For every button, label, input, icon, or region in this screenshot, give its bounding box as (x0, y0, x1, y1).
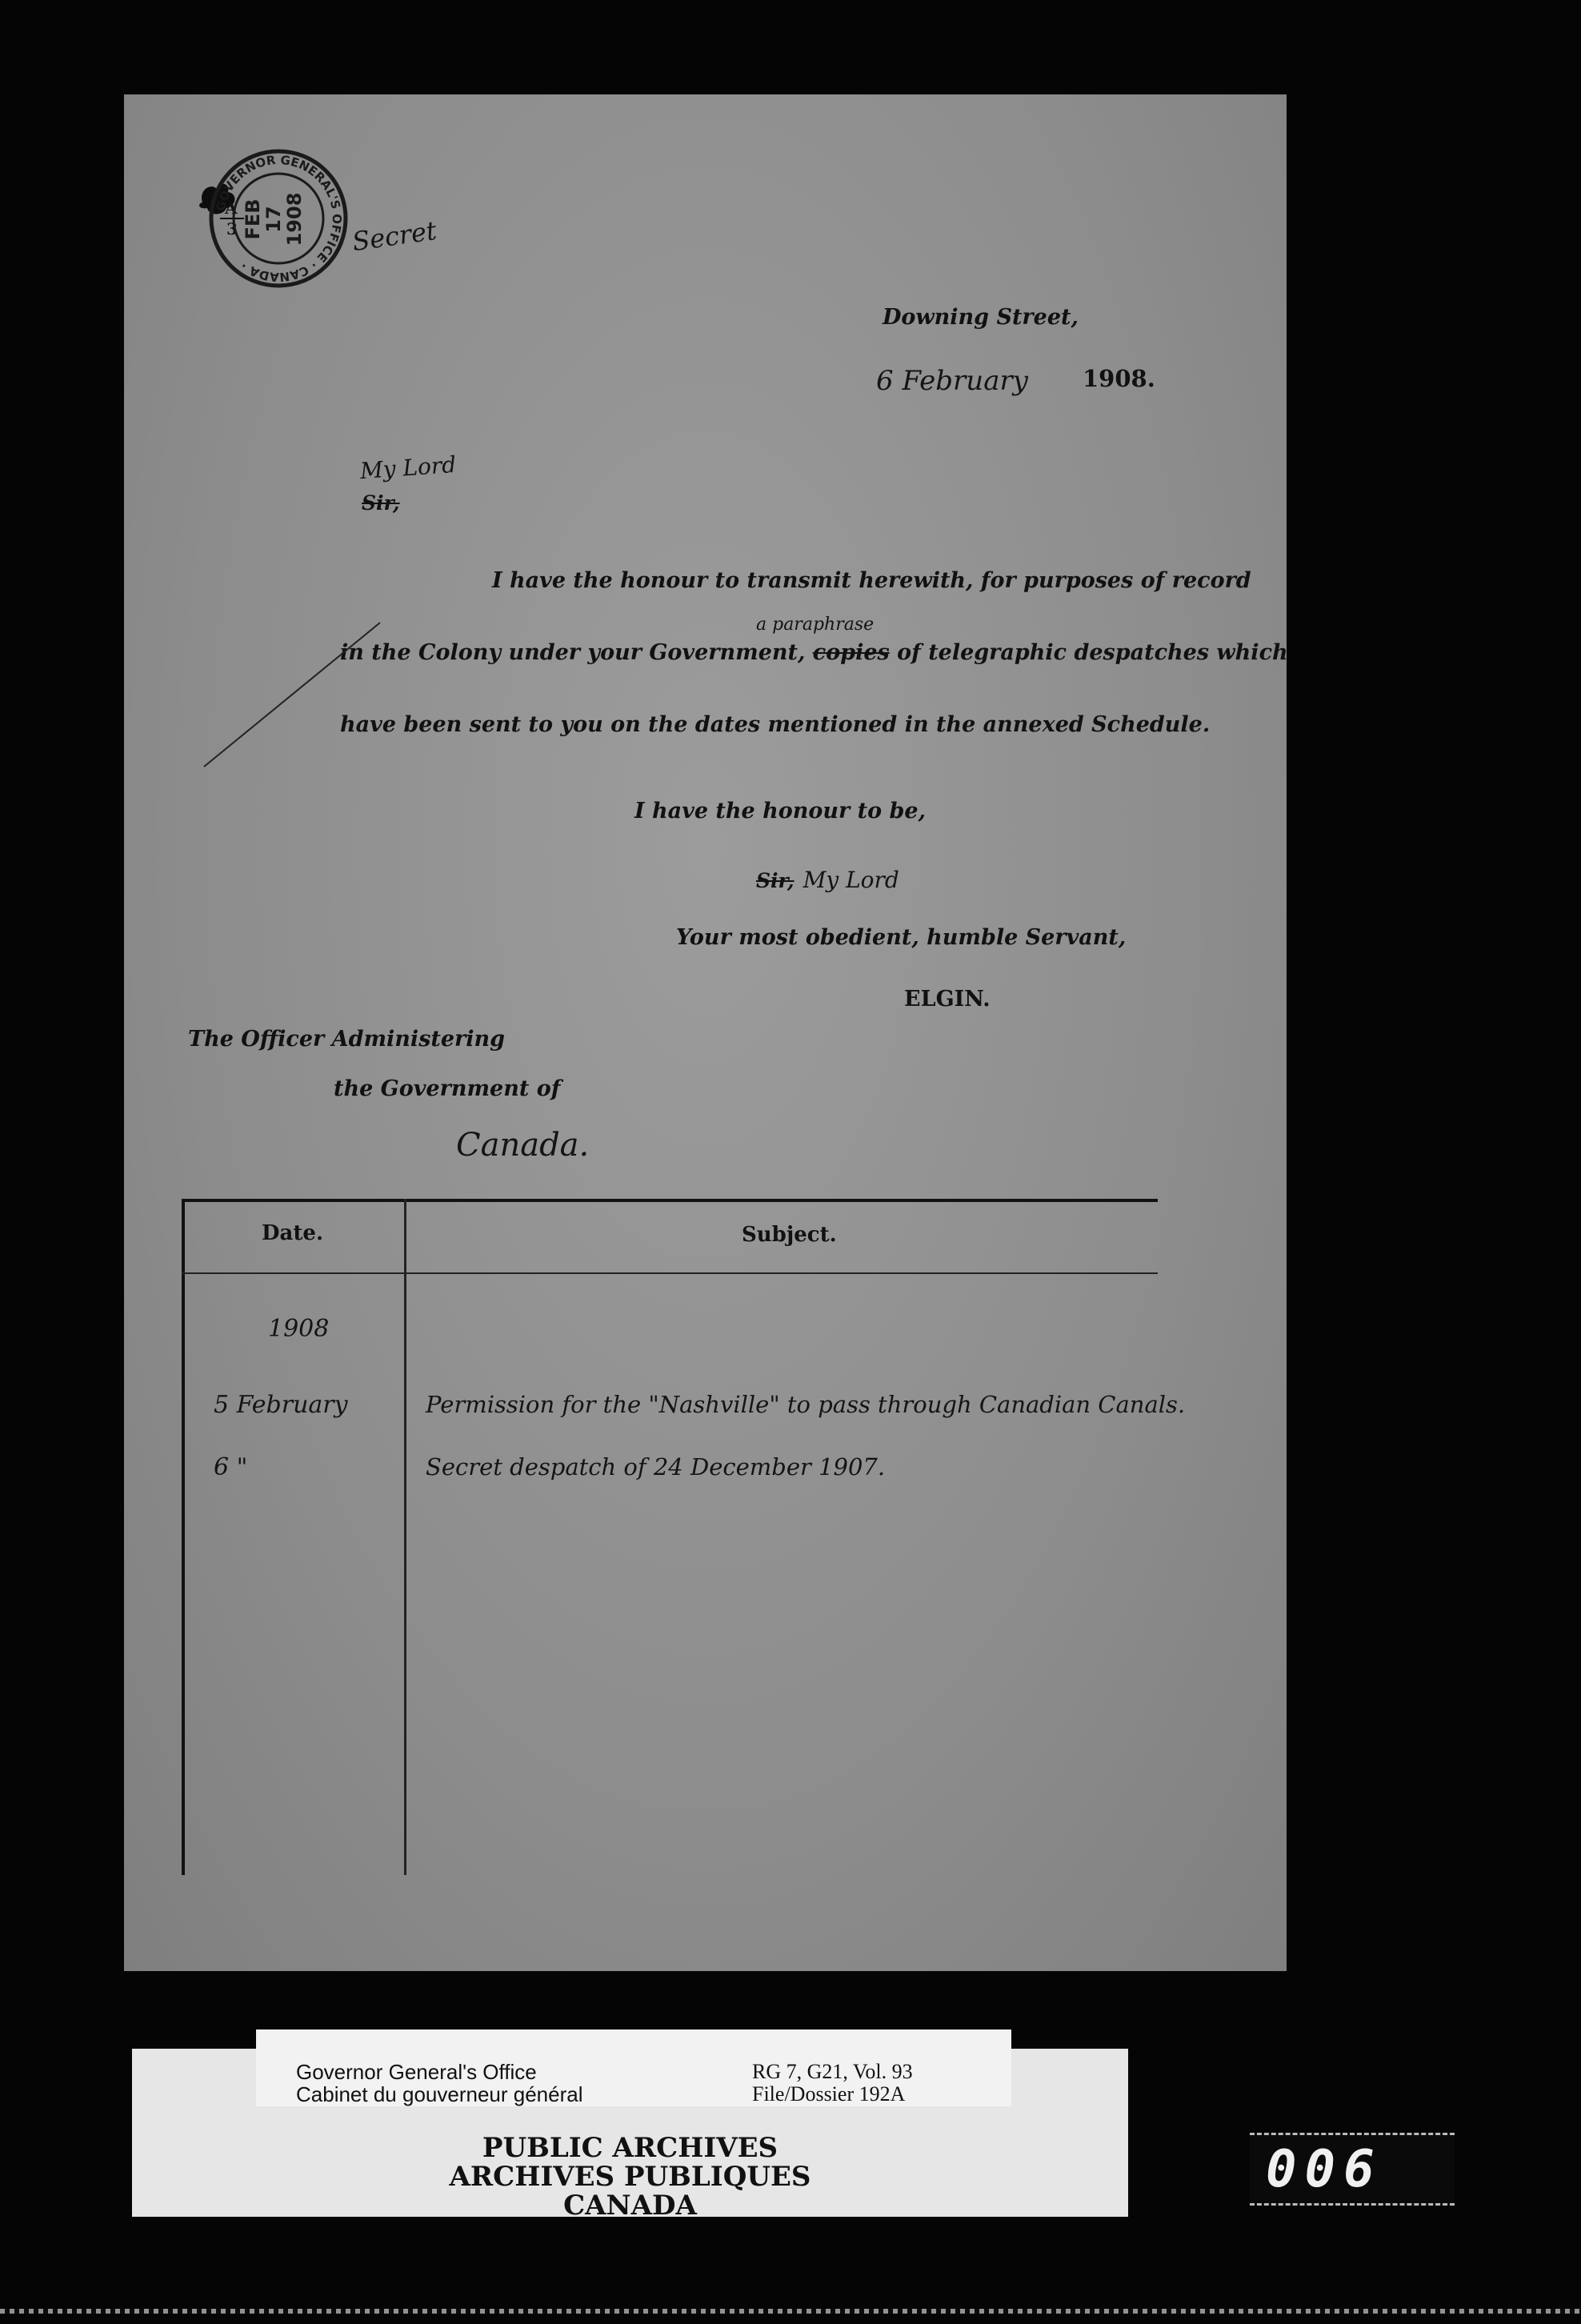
office-name-en: Governor General's Office (296, 2060, 537, 2084)
body-line-2 (340, 640, 1288, 665)
salutation-handwritten: My Lord (358, 451, 458, 485)
column-header-date: Date. (262, 1221, 323, 1245)
document-sheet (124, 94, 1287, 1971)
recipient-line-2: the Government of (334, 1076, 561, 1101)
table-header-rule (182, 1272, 1158, 1274)
body-line-3: have been sent to you on the dates mentioned in the annexed Schedule. (340, 712, 1211, 737)
schedule-row-1-date: 5 February (214, 1391, 348, 1419)
film-edge-strip (0, 2309, 1581, 2314)
schedule-row-2-date: 6 " (214, 1453, 248, 1481)
stamp-day: 17 (262, 206, 285, 233)
svg-text:GOVERNOR GENERAL'S OFFICE · CA: GOVERNOR GENERAL'S OFFICE · CANADA · (213, 152, 345, 285)
closing-line-3: Your most obedient, humble Servant, (676, 925, 1127, 950)
closing-line-2 (756, 867, 899, 893)
stamp-date (242, 189, 314, 250)
schedule-row-2-subject: Secret despatch of 24 December 1907. (426, 1453, 886, 1481)
body-struck-word: copies (812, 640, 890, 665)
table-column-rule (404, 1199, 406, 1875)
table-top-rule (182, 1199, 1158, 1202)
body-line-2-start: in the Colony under your Government, (340, 640, 806, 665)
body-line-1: I have the honour to transmit herewith, for purposes of record (492, 568, 1251, 593)
schedule-row-1-subject: Permission for the "Nashville" to pass through Canadian Canals. (426, 1391, 1186, 1418)
archive-title-en: PUBLIC ARCHIVES (482, 2132, 778, 2164)
address-date-handwritten: 6 February (876, 365, 1028, 397)
schedule-year: 1908 (268, 1315, 330, 1343)
stamp-month: FEB (242, 198, 264, 240)
closing-line-1: I have the honour to be, (634, 799, 926, 823)
body-line-2-end: of telegraphic despatches which (897, 640, 1288, 665)
recipient-line-1: The Officer Administering (188, 1027, 506, 1052)
recipient-handwritten: Canada. (456, 1127, 590, 1164)
received-stamp (206, 146, 350, 290)
secret-annotation: Secret (350, 214, 439, 258)
schedule-table (182, 1199, 1186, 1875)
office-name-fr: Cabinet du gouverneur général (296, 2082, 583, 2106)
column-header-subject: Subject. (742, 1223, 837, 1247)
signature: ELGIN. (904, 987, 991, 1012)
closing-handwritten: My Lord (803, 867, 899, 893)
reference-number: 3 (226, 219, 238, 238)
table-left-rule (182, 1199, 185, 1875)
address-year: 1908. (1083, 365, 1155, 392)
frame-number: 006 (1266, 2140, 1383, 2199)
margin-stroke (196, 615, 388, 775)
frame-counter (1250, 2133, 1455, 2206)
reference-letter: A (225, 198, 238, 218)
archive-title-country: CANADA (563, 2190, 697, 2222)
salutation-struck: Sir, (362, 491, 400, 515)
closing-struck: Sir, (756, 869, 795, 892)
address-place: Downing Street, (883, 305, 1079, 330)
archive-title-fr: ARCHIVES PUBLIQUES (449, 2161, 811, 2193)
stamp-year: 1908 (283, 192, 306, 246)
file-ref: File/Dossier 192A (752, 2082, 906, 2106)
body-insert-handwritten: a paraphrase (756, 615, 875, 635)
archive-reference-card (256, 2029, 1011, 2106)
record-group-ref: RG 7, G21, Vol. 93 (752, 2060, 913, 2083)
